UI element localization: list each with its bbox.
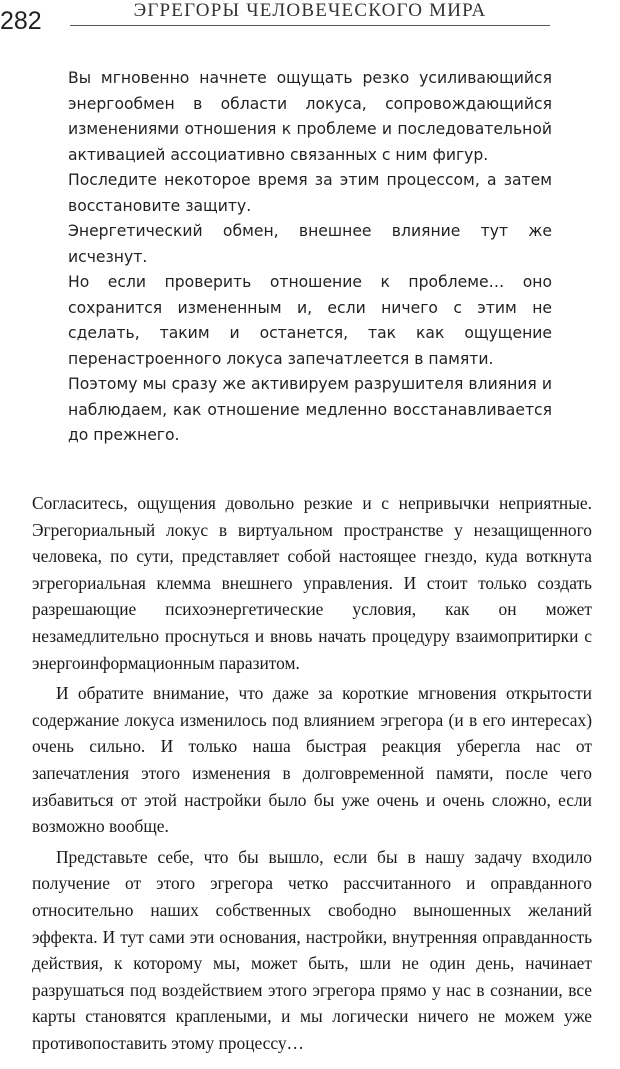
body-paragraph: Согласитесь, ощущения довольно резкие и с непривычки неприятные. Эгрегориальный локус в виртуальном пространстве у незащищенного человека, по сути, представляет собой настоящее гнездо, куда воткнута эгрегориальная клемма внешнего управления. И стоит только создать разрешающие психоэнергетические условия, как он может незамедлительно проснуться и вновь начать процедуру взаимопритирки с энергоинформационным паразитом. xyxy=(32,493,592,673)
body-paragraph: Представьте себе, что бы вышло, если бы в нашу задачу входило получение от этого эгрегора четко рассчитанного и оправданного относительно наших собственных свободно выношенных желаний эффекта. И тут сами эти основания, настройки, внутренняя оправданность действия, к которому мы, может быть, шли не один день, начинает разрушаться под воздействием этого эгрегора прямо у нас в сознании, все карты становятся краплеными, и мы логически ничего не можем уже противопоставить этому процессу… xyxy=(32,846,592,1053)
body-paragraph: И обратите внимание, что даже за короткие мгновения открытости содержание локуса изменилось под влиянием эгрегора (и в его интересах) очень сильно. И только наша быстрая реакция уберегла нас от запечатления этого изменения в долговременной памяти, после чего избавиться от этой настройки было бы уже очень и очень сложно, если возможно вообще. xyxy=(32,683,592,837)
main-text xyxy=(32,490,592,1056)
page-number: 282 xyxy=(0,7,42,35)
practice-paragraph: Энергетический обмен, внешнее влияние тут же исчезнут. xyxy=(68,222,552,266)
running-title: ЭГРЕГОРЫ ЧЕЛОВЕЧЕСКОГО МИРА xyxy=(133,0,487,21)
practice-paragraph: Последите некоторое время за этим процессом, а затем восстановите защиту. xyxy=(68,171,552,215)
practice-paragraph: Но если проверить отношение к проблеме… оно сохранится измененным и, если ничего с этим не сделать, таким и останется, так как ощущение перенастроенного локуса запечатлеется в памяти. xyxy=(68,273,552,368)
practice-paragraph: Поэтому мы сразу же активируем разрушителя влияния и наблюдаем, как отношение медленно восстанавливается до прежнего. xyxy=(68,375,552,444)
practice-paragraph: Вы мгновенно начнете ощущать резко усиливающийся энергообмен в области локуса, сопровождающийся изменениями отношения к проблеме и последовательной активацией ассоциативно связанных с ним фигур. xyxy=(68,69,552,164)
practice-block xyxy=(68,66,552,449)
header-rule xyxy=(70,25,550,26)
